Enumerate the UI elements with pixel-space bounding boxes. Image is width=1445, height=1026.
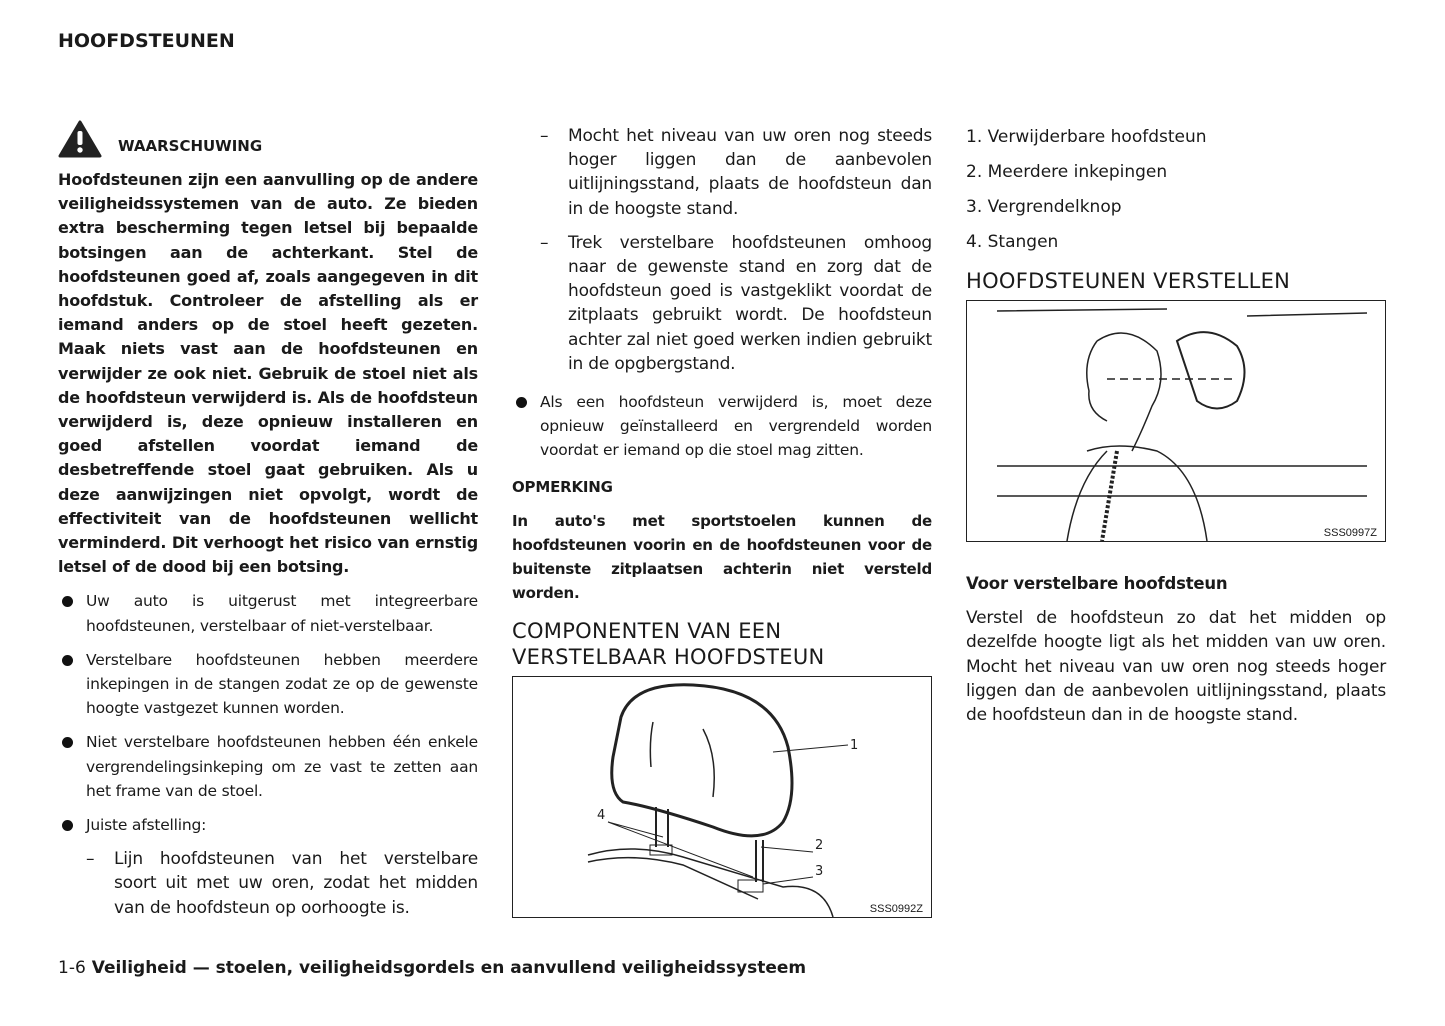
note-text: In auto's met sportstoelen kunnen de hoofdsteunen voorin en de hoofdsteunen voor de buitenste zitplaatsen achterin niet versteld worden. — [512, 511, 932, 603]
figure-code: SSS0997Z — [1323, 527, 1377, 539]
adjust-subtitle: Voor verstelbare hoofdsteun — [966, 574, 1228, 593]
warning-text: Hoofdsteunen zijn een aanvulling op de andere veiligheidssystemen van de auto. Ze bieden extra bescherming tegen letsel bij bepaalde botsingen aan de achterkant. Stel de hoofdsteunen goed af, zoals aangegeven in dit hoofdstuk. Controleer de afstelling als er iemand anders op de stoel heeft gezeten. Maak niets vast aan de hoofdsteunen en verwijder ze ook niet. Gebruik de stoel niet als de hoofdsteun verwijderd is. Als de hoofdsteun verwijderd is, deze opnieuw installeren en goed afstellen voordat iemand de desbetreffende stoel gaat gebruiken. Als u deze aanwijzingen niet opvolgt, wordt de effectiviteit van de hoofdsteunen wellicht verminderd. Dit verhoogt het risico van ernstig letsel of de dood bij een botsing. — [58, 170, 478, 577]
adjust-text: Verstel de hoofdsteun zo dat het midden op dezelfde hoogte ligt als het midden van uw oren. Mocht het niveau van uw oren nog steeds hoger liggen dan de aanbevolen uitlijningsstand, plaats de hoofdsteun dan in de hoogste stand. — [966, 608, 1386, 726]
figure-code: SSS0992Z — [869, 902, 923, 915]
warning-icon — [58, 120, 102, 158]
page-header: HOOFDSTEUNEN — [58, 30, 235, 52]
page-number: 1-6 — [58, 958, 86, 978]
bullet-item: Als een hoofdsteun verwijderd is, moet deze opnieuw geïnstalleerd en vergrendeld worden voordat er iemand op die stoel mag zitten. — [512, 390, 932, 463]
column-1 — [58, 120, 478, 920]
list-item: 1. Verwijderbare hoofdsteun — [966, 127, 1207, 147]
adjust-figure — [966, 300, 1386, 542]
adjust-heading: HOOFDSTEUNEN VERSTELLEN — [966, 269, 1291, 293]
warning-heading — [58, 120, 478, 158]
dash-item: – Mocht het niveau van uw oren nog steeds hoger liggen dan de aanbevolen uitlijningsstand, plaats de hoofdsteun dan in de hoogste stand. — [512, 124, 932, 221]
column-2 — [512, 124, 932, 918]
column-3 — [966, 120, 1386, 727]
bullet-item: Uw auto is uitgerust met integreerbare hoofdsteunen, verstelbaar of niet-verstelbaar. — [58, 589, 478, 637]
note-title: OPMERKING — [512, 477, 613, 496]
components-figure — [512, 676, 932, 918]
callout-4: 4 — [597, 807, 606, 823]
page-footer — [58, 958, 806, 978]
warning-title: WAARSCHUWING — [118, 137, 263, 155]
list-item: 4. Stangen — [966, 232, 1059, 252]
dash-item: – Lijn hoofdsteunen van het verstelbare soort uit met uw oren, zodat het midden van de hoofdsteun op oorhoogte is. — [58, 847, 478, 920]
footer-section: Veiligheid — stoelen, veiligheidsgordels en aanvullend veiligheidssysteem — [91, 958, 807, 978]
list-item: 3. Vergrendelknop — [966, 197, 1122, 217]
components-heading: COMPONENTEN VAN EEN VERSTELBAAR HOOFDSTEUN — [512, 618, 825, 669]
person-headrest-illustration — [967, 301, 1385, 541]
components-list — [966, 120, 1386, 260]
callout-1: 1 — [850, 737, 859, 753]
dash-item: – Trek verstelbare hoofdsteunen omhoog naar de gewenste stand en zorg dat de hoofdsteun goed is vastgeklikt voordat de zitplaats gebruikt wordt. De hoofdsteun achter zal niet goed werken indien gebruikt in de opgbergstand. — [512, 231, 932, 376]
bullet-item: Juiste afstelling: — [58, 813, 478, 837]
callout-2: 2 — [815, 837, 824, 853]
list-item: 2. Meerdere inkepingen — [966, 162, 1168, 182]
bullet-item: Verstelbare hoofdsteunen hebben meerdere inkepingen in de stangen zodat ze op de gewenste hoogte vastgezet kunnen worden. — [58, 648, 478, 721]
headrest-illustration — [513, 677, 931, 917]
callout-3: 3 — [815, 863, 824, 879]
bullet-item: Niet verstelbare hoofdsteunen hebben één enkele vergrendelingsinkeping om ze vast te zetten aan het frame van de stoel. — [58, 730, 478, 803]
